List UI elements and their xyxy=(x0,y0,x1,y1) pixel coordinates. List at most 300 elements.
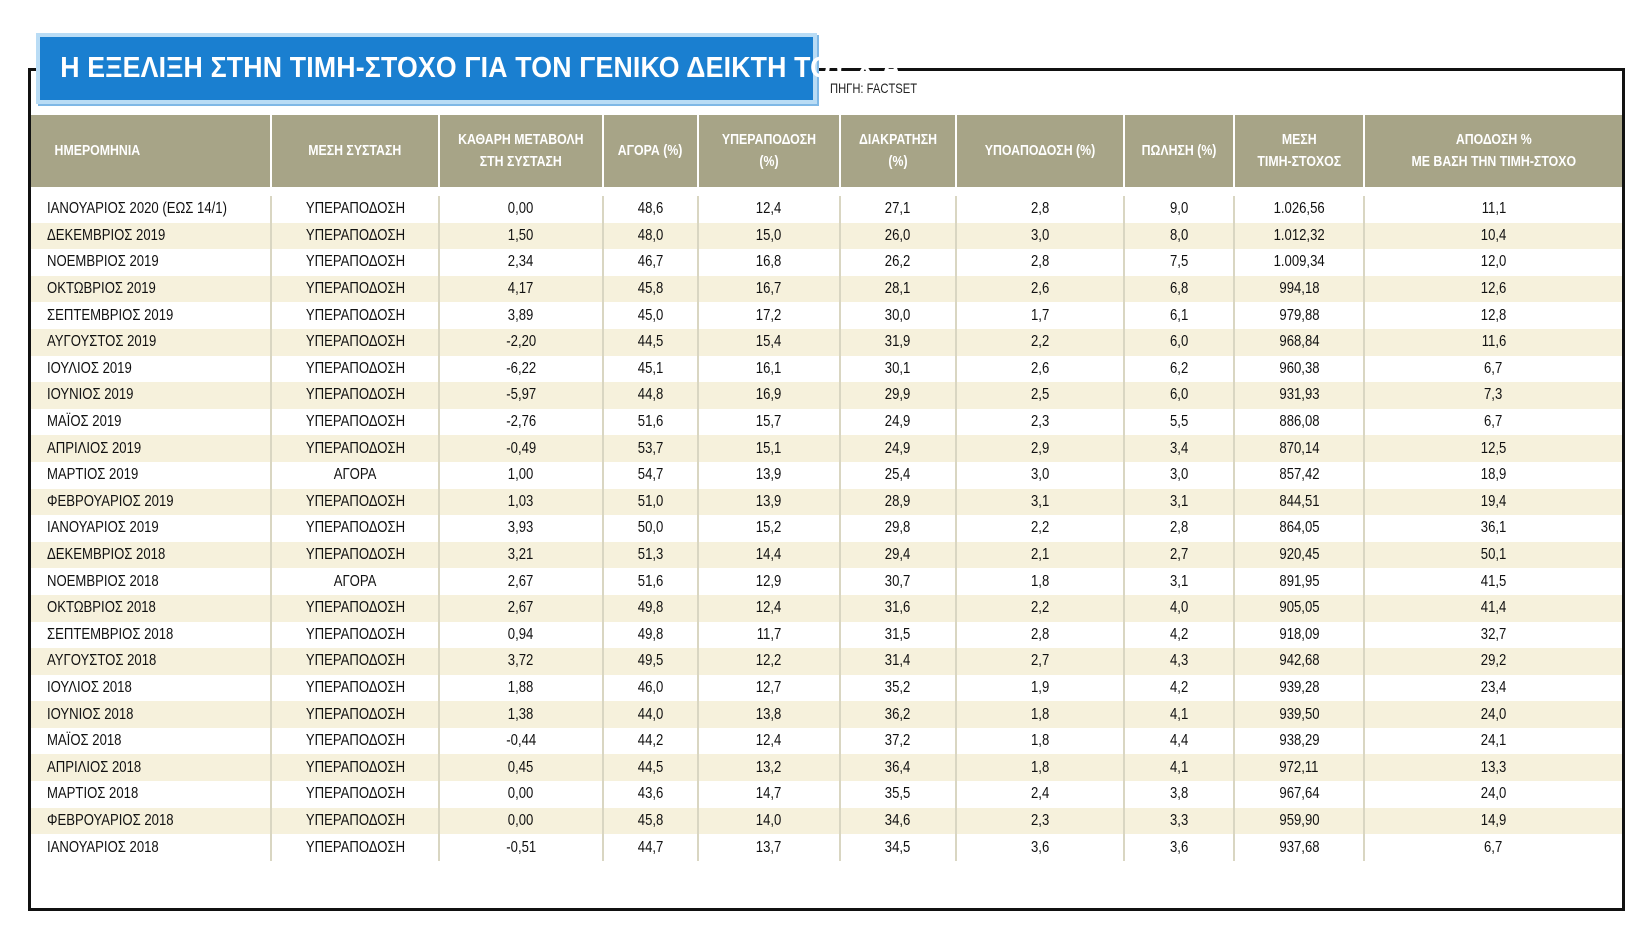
cell-target-return-pct xyxy=(1364,568,1622,595)
cell-value: ΜΑΡΤΙΟΣ 2018 xyxy=(47,785,139,803)
cell-date xyxy=(31,834,271,861)
cell-value: 3,93 xyxy=(508,519,534,537)
cell-value: 24,0 xyxy=(1480,785,1507,803)
cell-value: 17,2 xyxy=(756,306,782,324)
cell-underperform-pct xyxy=(956,834,1124,861)
cell-value: 1,03 xyxy=(508,492,534,510)
table-row xyxy=(31,834,1622,861)
cell-avg-target-price xyxy=(1234,329,1364,356)
cell-value: -6,22 xyxy=(506,359,536,377)
cell-avg-recommendation xyxy=(271,515,439,542)
cell-value: 35,2 xyxy=(885,678,911,696)
cell-value: 2,3 xyxy=(1030,413,1050,431)
cell-value: 2,67 xyxy=(508,572,534,590)
cell-value: 35,5 xyxy=(885,785,911,803)
cell-value: 12,0 xyxy=(1480,253,1507,271)
cell-underperform-pct xyxy=(956,754,1124,781)
cell-value: ΥΠΕΡΑΠΟΔΟΣΗ xyxy=(305,811,405,829)
cell-target-return-pct xyxy=(1364,382,1622,409)
cell-avg-recommendation xyxy=(271,489,439,516)
cell-value: 3,3 xyxy=(1169,811,1189,829)
cell-value: 5,5 xyxy=(1169,413,1189,431)
cell-value: 1,9 xyxy=(1030,678,1050,696)
cell-value: 4,1 xyxy=(1169,705,1189,723)
cell-avg-target-price xyxy=(1234,276,1364,303)
cell-sell-pct xyxy=(1124,409,1234,436)
cell-value: 870,14 xyxy=(1278,439,1320,457)
cell-underperform-pct xyxy=(956,249,1124,276)
cell-value: -5,97 xyxy=(506,386,536,404)
cell-value: 3,8 xyxy=(1169,785,1189,803)
cell-value: 7,3 xyxy=(1484,386,1503,404)
cell-hold-pct xyxy=(840,808,956,835)
cell-sell-pct xyxy=(1124,356,1234,383)
cell-avg-recommendation xyxy=(271,276,439,303)
cell-value: 53,7 xyxy=(637,439,664,457)
cell-value: 2,2 xyxy=(1030,333,1050,351)
data-table xyxy=(31,115,1622,861)
cell-avg-target-price xyxy=(1234,781,1364,808)
cell-outperform-pct xyxy=(698,834,840,861)
cell-value: 939,50 xyxy=(1278,705,1320,723)
cell-value: ΥΠΕΡΑΠΟΔΟΣΗ xyxy=(305,226,405,244)
cell-target-return-pct xyxy=(1364,329,1622,356)
cell-value: 12,2 xyxy=(756,652,782,670)
cell-underperform-pct xyxy=(956,223,1124,250)
cell-value: 8,0 xyxy=(1169,226,1189,244)
cell-value: 36,4 xyxy=(885,758,911,776)
cell-value: ΥΠΕΡΑΠΟΔΟΣΗ xyxy=(305,625,405,643)
cell-value: ΣΕΠΤΕΜΒΡΙΟΣ 2018 xyxy=(47,625,174,643)
cell-sell-pct xyxy=(1124,675,1234,702)
cell-value: 11,6 xyxy=(1481,333,1506,351)
cell-avg-target-price xyxy=(1234,515,1364,542)
cell-net-change xyxy=(439,542,603,569)
cell-net-change xyxy=(439,515,603,542)
cell-value: 13,9 xyxy=(756,466,782,484)
cell-value: 3,0 xyxy=(1030,226,1050,244)
cell-hold-pct xyxy=(840,462,956,489)
cell-underperform-pct xyxy=(956,781,1124,808)
cell-net-change xyxy=(439,329,603,356)
cell-date xyxy=(31,489,271,516)
source-note: ΠΗΓΗ: FACTSET xyxy=(830,80,918,96)
cell-avg-target-price xyxy=(1234,648,1364,675)
cell-value: 2,2 xyxy=(1030,599,1050,617)
cell-value: 13,2 xyxy=(756,758,782,776)
cell-value: 12,6 xyxy=(1480,280,1507,298)
cell-value: 1,88 xyxy=(508,678,534,696)
cell-value: 844,51 xyxy=(1278,492,1320,510)
cell-value: 15,7 xyxy=(756,413,782,431)
table-row xyxy=(31,781,1622,808)
cell-date xyxy=(31,515,271,542)
cell-avg-target-price xyxy=(1234,196,1364,223)
cell-hold-pct xyxy=(840,754,956,781)
cell-sell-pct xyxy=(1124,302,1234,329)
cell-value: 920,45 xyxy=(1278,546,1320,564)
cell-target-return-pct xyxy=(1364,675,1622,702)
cell-avg-recommendation xyxy=(271,728,439,755)
cell-value: 3,1 xyxy=(1169,492,1189,510)
cell-value: 24,9 xyxy=(885,439,911,457)
cell-value: 864,05 xyxy=(1278,519,1320,537)
column-header-label: ΔΙΑΚΡΑΤΗΣΗ (%) xyxy=(858,131,937,170)
cell-value: 31,4 xyxy=(885,652,911,670)
cell-net-change xyxy=(439,276,603,303)
cell-value: 29,2 xyxy=(1480,652,1507,670)
cell-date xyxy=(31,249,271,276)
cell-date xyxy=(31,808,271,835)
cell-date xyxy=(31,675,271,702)
cell-avg-recommendation xyxy=(271,568,439,595)
page-title: Η ΕΞΕΛΙΞΗ ΣΤΗΝ ΤΙΜΗ-ΣΤΟΧΟ ΓΙΑ ΤΟΝ ΓΕΝΙΚΟ ΔΕΙΚΤΗ ΤΟΥ Χ.Α. xyxy=(60,52,909,84)
cell-target-return-pct xyxy=(1364,249,1622,276)
cell-date xyxy=(31,462,271,489)
cell-avg-recommendation xyxy=(271,302,439,329)
cell-target-return-pct xyxy=(1364,701,1622,728)
cell-value: 4,17 xyxy=(508,280,534,298)
cell-outperform-pct xyxy=(698,515,840,542)
column-header-label: ΑΓΟΡΑ (%) xyxy=(618,142,683,159)
cell-hold-pct xyxy=(840,223,956,250)
cell-hold-pct xyxy=(840,595,956,622)
cell-value: ΥΠΕΡΑΠΟΔΟΣΗ xyxy=(305,413,405,431)
cell-outperform-pct xyxy=(698,808,840,835)
cell-value: 10,4 xyxy=(1480,226,1507,244)
cell-value: 16,7 xyxy=(756,280,782,298)
cell-value: ΥΠΕΡΑΠΟΔΟΣΗ xyxy=(305,200,405,218)
cell-buy-pct xyxy=(603,648,698,675)
cell-date xyxy=(31,356,271,383)
cell-value: 44,2 xyxy=(637,732,664,750)
cell-outperform-pct xyxy=(698,622,840,649)
cell-net-change xyxy=(439,489,603,516)
cell-value: 1.009,34 xyxy=(1273,253,1325,271)
cell-value: 25,4 xyxy=(885,466,911,484)
table-row xyxy=(31,568,1622,595)
cell-value: 51,6 xyxy=(637,572,664,590)
cell-avg-target-price xyxy=(1234,754,1364,781)
cell-value: ΑΠΡΙΛΙΟΣ 2018 xyxy=(47,758,142,776)
cell-value: 32,7 xyxy=(1480,625,1507,643)
cell-underperform-pct xyxy=(956,462,1124,489)
cell-value: ΑΠΡΙΛΙΟΣ 2019 xyxy=(47,439,142,457)
cell-value: 942,68 xyxy=(1278,652,1320,670)
cell-value: 937,68 xyxy=(1278,838,1320,856)
header-row xyxy=(31,115,1622,187)
cell-value: 24,9 xyxy=(885,413,911,431)
cell-target-return-pct xyxy=(1364,781,1622,808)
table-row xyxy=(31,382,1622,409)
table-row xyxy=(31,435,1622,462)
cell-value: 1,8 xyxy=(1030,572,1050,590)
cell-value: 23,4 xyxy=(1480,678,1507,696)
table-row xyxy=(31,622,1622,649)
cell-target-return-pct xyxy=(1364,302,1622,329)
cell-avg-recommendation xyxy=(271,834,439,861)
cell-value: ΝΟΕΜΒΡΙΟΣ 2019 xyxy=(47,253,159,271)
cell-avg-recommendation xyxy=(271,542,439,569)
cell-value: -0,44 xyxy=(506,732,536,750)
cell-date xyxy=(31,622,271,649)
cell-value: 2,8 xyxy=(1030,200,1050,218)
cell-value: 3,21 xyxy=(508,546,534,564)
cell-value: -2,76 xyxy=(506,413,536,431)
cell-value: 0,94 xyxy=(508,625,534,643)
cell-underperform-pct xyxy=(956,276,1124,303)
cell-value: 2,1 xyxy=(1030,546,1050,564)
cell-value: ΙΑΝΟΥΑΡΙΟΣ 2019 xyxy=(47,519,159,537)
cell-value: 31,9 xyxy=(885,333,911,351)
cell-value: 45,1 xyxy=(637,359,664,377)
cell-value: 3,89 xyxy=(508,306,534,324)
cell-outperform-pct xyxy=(698,542,840,569)
cell-avg-recommendation xyxy=(271,196,439,223)
column-header-label: ΗΜΕΡΟΜΗΝΙΑ xyxy=(54,142,141,159)
cell-target-return-pct xyxy=(1364,276,1622,303)
cell-value: 48,6 xyxy=(637,200,664,218)
cell-value: 1.026,56 xyxy=(1273,200,1325,218)
cell-value: ΑΓΟΡΑ xyxy=(333,466,377,484)
cell-value: 6,0 xyxy=(1169,333,1189,351)
cell-value: 44,0 xyxy=(637,705,664,723)
cell-outperform-pct xyxy=(698,489,840,516)
cell-sell-pct xyxy=(1124,249,1234,276)
cell-value: 2,7 xyxy=(1030,652,1050,670)
cell-value: 1.012,32 xyxy=(1273,226,1325,244)
cell-sell-pct xyxy=(1124,329,1234,356)
cell-avg-recommendation xyxy=(271,435,439,462)
cell-avg-target-price xyxy=(1234,249,1364,276)
cell-value: ΜΑΡΤΙΟΣ 2019 xyxy=(47,466,139,484)
cell-value: 972,11 xyxy=(1279,758,1319,776)
cell-avg-recommendation xyxy=(271,382,439,409)
cell-value: 2,6 xyxy=(1030,280,1050,298)
cell-avg-target-price xyxy=(1234,595,1364,622)
cell-value: 2,8 xyxy=(1030,253,1050,271)
cell-value: 0,00 xyxy=(508,785,534,803)
cell-value: 51,3 xyxy=(637,546,664,564)
cell-outperform-pct xyxy=(698,196,840,223)
cell-hold-pct xyxy=(840,435,956,462)
cell-value: ΙΟΥΛΙΟΣ 2018 xyxy=(47,678,132,696)
cell-value: ΑΥΓΟΥΣΤΟΣ 2018 xyxy=(47,652,157,670)
cell-underperform-pct xyxy=(956,701,1124,728)
cell-value: 15,0 xyxy=(756,226,782,244)
cell-value: 12,4 xyxy=(756,599,782,617)
table-row xyxy=(31,701,1622,728)
cell-outperform-pct xyxy=(698,568,840,595)
cell-sell-pct xyxy=(1124,435,1234,462)
cell-avg-recommendation xyxy=(271,754,439,781)
cell-value: 26,0 xyxy=(885,226,911,244)
cell-underperform-pct xyxy=(956,648,1124,675)
cell-value: 49,8 xyxy=(637,599,664,617)
cell-underperform-pct xyxy=(956,302,1124,329)
cell-value: 968,84 xyxy=(1278,333,1320,351)
cell-sell-pct xyxy=(1124,196,1234,223)
cell-value: ΥΠΕΡΑΠΟΔΟΣΗ xyxy=(305,306,405,324)
cell-value: 28,1 xyxy=(885,280,911,298)
cell-value: 959,90 xyxy=(1278,811,1320,829)
table-row xyxy=(31,223,1622,250)
cell-value: 967,64 xyxy=(1278,785,1320,803)
cell-value: 14,4 xyxy=(756,546,782,564)
column-header-underperform-pct xyxy=(956,115,1124,187)
cell-value: 14,9 xyxy=(1480,811,1507,829)
cell-value: ΔΕΚΕΜΒΡΙΟΣ 2018 xyxy=(47,546,166,564)
cell-avg-target-price xyxy=(1234,462,1364,489)
cell-value: 45,0 xyxy=(637,306,664,324)
cell-sell-pct xyxy=(1124,595,1234,622)
cell-sell-pct xyxy=(1124,728,1234,755)
cell-value: ΥΠΕΡΑΠΟΔΟΣΗ xyxy=(305,838,405,856)
table-row xyxy=(31,648,1622,675)
cell-outperform-pct xyxy=(698,409,840,436)
cell-value: -0,49 xyxy=(506,439,536,457)
cell-avg-recommendation xyxy=(271,249,439,276)
column-header-avg-target-price xyxy=(1234,115,1364,187)
cell-buy-pct xyxy=(603,515,698,542)
cell-value: 3,6 xyxy=(1030,838,1050,856)
cell-value: 2,8 xyxy=(1030,625,1050,643)
cell-value: 857,42 xyxy=(1278,466,1320,484)
cell-value: 50,0 xyxy=(637,519,664,537)
cell-buy-pct xyxy=(603,276,698,303)
cell-value: 12,9 xyxy=(756,572,782,590)
cell-date xyxy=(31,302,271,329)
cell-value: 16,1 xyxy=(756,359,782,377)
cell-net-change xyxy=(439,382,603,409)
cell-value: 18,9 xyxy=(1480,466,1507,484)
cell-buy-pct xyxy=(603,329,698,356)
cell-target-return-pct xyxy=(1364,409,1622,436)
cell-date xyxy=(31,276,271,303)
cell-value: 0,00 xyxy=(508,811,534,829)
cell-target-return-pct xyxy=(1364,489,1622,516)
cell-outperform-pct xyxy=(698,382,840,409)
cell-value: 1,38 xyxy=(508,705,534,723)
cell-outperform-pct xyxy=(698,595,840,622)
cell-net-change xyxy=(439,568,603,595)
cell-underperform-pct xyxy=(956,489,1124,516)
cell-hold-pct xyxy=(840,515,956,542)
cell-net-change xyxy=(439,462,603,489)
cell-outperform-pct xyxy=(698,462,840,489)
cell-value: 4,1 xyxy=(1169,758,1189,776)
cell-date xyxy=(31,568,271,595)
cell-value: 1,8 xyxy=(1030,705,1050,723)
cell-value: 29,8 xyxy=(885,519,911,537)
cell-value: ΥΠΕΡΑΠΟΔΟΣΗ xyxy=(305,386,405,404)
cell-value: 30,1 xyxy=(885,359,911,377)
table-row xyxy=(31,249,1622,276)
cell-value: 931,93 xyxy=(1278,386,1320,404)
cell-sell-pct xyxy=(1124,808,1234,835)
cell-sell-pct xyxy=(1124,781,1234,808)
cell-sell-pct xyxy=(1124,276,1234,303)
cell-value: 16,9 xyxy=(756,386,782,404)
cell-value: ΥΠΕΡΑΠΟΔΟΣΗ xyxy=(305,519,405,537)
table-row xyxy=(31,409,1622,436)
cell-avg-target-price xyxy=(1234,223,1364,250)
column-header-avg-recommendation xyxy=(271,115,439,187)
cell-underperform-pct xyxy=(956,808,1124,835)
cell-value: 30,7 xyxy=(885,572,911,590)
cell-avg-target-price xyxy=(1234,622,1364,649)
cell-value: ΥΠΕΡΑΠΟΔΟΣΗ xyxy=(305,599,405,617)
cell-value: 13,8 xyxy=(756,705,782,723)
cell-outperform-pct xyxy=(698,675,840,702)
cell-value: ΙΑΝΟΥΑΡΙΟΣ 2020 (ΕΩΣ 14/1) xyxy=(47,200,227,218)
cell-net-change xyxy=(439,781,603,808)
cell-value: ΝΟΕΜΒΡΙΟΣ 2018 xyxy=(47,572,159,590)
cell-value: 2,8 xyxy=(1169,519,1189,537)
cell-outperform-pct xyxy=(698,329,840,356)
table-row xyxy=(31,754,1622,781)
cell-target-return-pct xyxy=(1364,754,1622,781)
cell-avg-target-price xyxy=(1234,382,1364,409)
table-row xyxy=(31,489,1622,516)
cell-value: 41,5 xyxy=(1480,572,1507,590)
cell-target-return-pct xyxy=(1364,542,1622,569)
cell-target-return-pct xyxy=(1364,356,1622,383)
cell-value: 41,4 xyxy=(1480,599,1507,617)
cell-date xyxy=(31,329,271,356)
cell-value: 0,45 xyxy=(508,758,534,776)
cell-value: 12,4 xyxy=(756,200,782,218)
cell-value: 12,5 xyxy=(1480,439,1507,457)
cell-value: ΥΠΕΡΑΠΟΔΟΣΗ xyxy=(305,546,405,564)
cell-value: ΥΠΕΡΑΠΟΔΟΣΗ xyxy=(305,359,405,377)
cell-value: 12,7 xyxy=(756,678,782,696)
cell-value: 9,0 xyxy=(1169,200,1189,218)
cell-underperform-pct xyxy=(956,568,1124,595)
cell-value: 13,7 xyxy=(756,838,782,856)
cell-value: 31,5 xyxy=(885,625,911,643)
cell-value: ΥΠΕΡΑΠΟΔΟΣΗ xyxy=(305,652,405,670)
cell-target-return-pct xyxy=(1364,808,1622,835)
cell-target-return-pct xyxy=(1364,595,1622,622)
cell-date xyxy=(31,754,271,781)
cell-value: 939,28 xyxy=(1278,678,1320,696)
cell-buy-pct xyxy=(603,754,698,781)
cell-value: 15,4 xyxy=(756,333,782,351)
cell-value: 29,9 xyxy=(885,386,911,404)
cell-sell-pct xyxy=(1124,701,1234,728)
cell-value: -0,51 xyxy=(506,838,536,856)
cell-outperform-pct xyxy=(698,781,840,808)
cell-buy-pct xyxy=(603,675,698,702)
cell-value: ΙΟΥΛΙΟΣ 2019 xyxy=(47,359,132,377)
cell-target-return-pct xyxy=(1364,196,1622,223)
cell-net-change xyxy=(439,595,603,622)
cell-buy-pct xyxy=(603,781,698,808)
cell-avg-target-price xyxy=(1234,302,1364,329)
cell-value: 44,5 xyxy=(637,333,664,351)
cell-value: ΑΓΟΡΑ xyxy=(333,572,377,590)
cell-target-return-pct xyxy=(1364,435,1622,462)
cell-buy-pct xyxy=(603,302,698,329)
cell-avg-target-price xyxy=(1234,409,1364,436)
cell-outperform-pct xyxy=(698,648,840,675)
cell-value: 27,1 xyxy=(885,200,911,218)
cell-value: 50,1 xyxy=(1480,546,1507,564)
cell-hold-pct xyxy=(840,728,956,755)
cell-value: ΥΠΕΡΑΠΟΔΟΣΗ xyxy=(305,333,405,351)
cell-target-return-pct xyxy=(1364,622,1622,649)
